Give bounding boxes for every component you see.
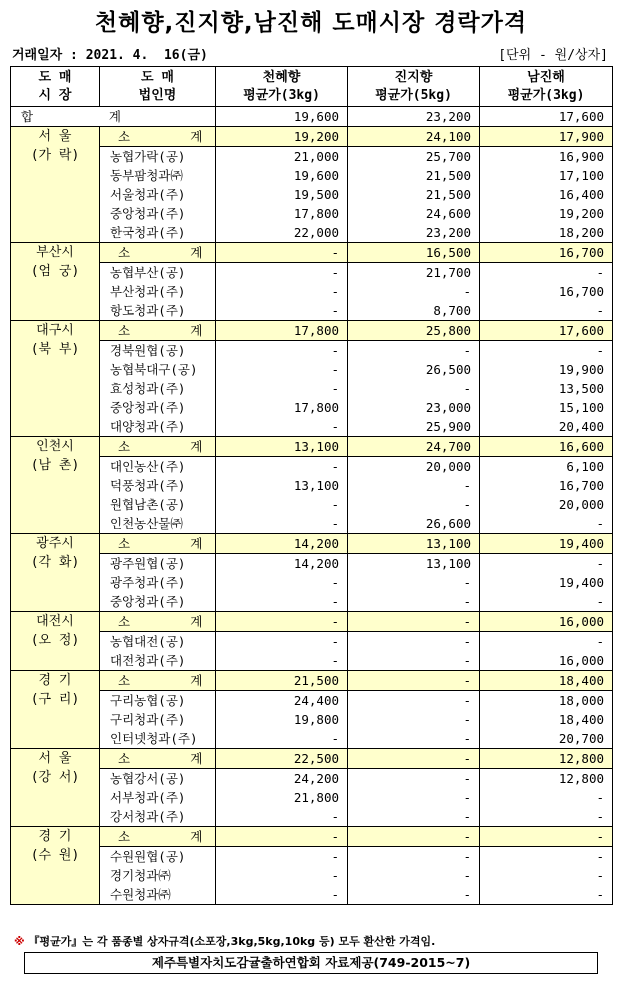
- namjinhae-price: -: [480, 885, 613, 905]
- corp-name: 대전청과(주): [100, 651, 216, 671]
- jinjihyang-price: -: [348, 592, 480, 612]
- corp-name: 구리청과(주): [100, 710, 216, 729]
- market-name: [11, 321, 100, 437]
- subtotal-row: [11, 671, 613, 691]
- cheonhyehyang-price: -: [216, 417, 348, 437]
- table-row: [11, 807, 613, 827]
- jinjihyang-price: -: [348, 729, 480, 749]
- jinjihyang-price: -: [348, 788, 480, 807]
- namjinhae-price: 15,100: [480, 398, 613, 417]
- market-city: 서 울: [38, 751, 72, 766]
- namjinhae-price: 6,100: [480, 457, 613, 477]
- corp-name: 농협강서(공): [100, 769, 216, 789]
- namjinhae-price: 18,400: [480, 671, 613, 691]
- jinjihyang-price: 26,500: [348, 360, 480, 379]
- namjinhae-price: -: [480, 788, 613, 807]
- jinjihyang-price: 24,700: [348, 437, 480, 457]
- table-row: [11, 729, 613, 749]
- market-city: 부산시: [36, 245, 74, 260]
- namjinhae-price: 19,400: [480, 573, 613, 592]
- table-row: [11, 514, 613, 534]
- corp-name: 중앙청과(주): [100, 592, 216, 612]
- header-corp: 도 매 법인명: [100, 67, 216, 107]
- jinjihyang-price: -: [348, 612, 480, 632]
- corp-name: 중앙청과(주): [100, 204, 216, 223]
- jinjihyang-price: -: [348, 476, 480, 495]
- table-row: [11, 691, 613, 711]
- subtotal-label: 소 계: [100, 749, 216, 769]
- namjinhae-price: 17,100: [480, 166, 613, 185]
- cheonhyehyang-price: -: [216, 612, 348, 632]
- corp-name: 경기청과㈜: [100, 866, 216, 885]
- table-row: [11, 185, 613, 204]
- corp-name: 부산청과(주): [100, 282, 216, 301]
- cheonhyehyang-price: 21,500: [216, 671, 348, 691]
- market-district: (남 촌): [30, 458, 80, 473]
- cheonhyehyang-price: -: [216, 885, 348, 905]
- namjinhae-price: 17,900: [480, 127, 613, 147]
- header-market: 도 매 시 장: [11, 67, 100, 107]
- market-name: [11, 437, 100, 534]
- subtotal-label: 소 계: [100, 127, 216, 147]
- market-district: (구 리): [30, 692, 80, 707]
- table-row: [11, 769, 613, 789]
- jinjihyang-price: -: [348, 651, 480, 671]
- jinjihyang-price: -: [348, 282, 480, 301]
- table-row: [11, 788, 613, 807]
- table-row: [11, 632, 613, 652]
- table-row: [11, 866, 613, 885]
- table-row: [11, 573, 613, 592]
- corp-name: 서부청과(주): [100, 788, 216, 807]
- table-row: [11, 263, 613, 283]
- page-title: 천혜향,진지향,남진해 도매시장 경락가격: [94, 10, 528, 36]
- cheonhyehyang-price: 19,500: [216, 185, 348, 204]
- cheonhyehyang-price: 13,100: [216, 476, 348, 495]
- header-row: [11, 67, 613, 107]
- jinjihyang-price: -: [348, 671, 480, 691]
- corp-name: 광주청과(주): [100, 573, 216, 592]
- jinjihyang-price: 21,500: [348, 185, 480, 204]
- total-row: [11, 107, 613, 127]
- total-cheonhyehyang: 19,600: [216, 107, 348, 127]
- total-jinjihyang: 23,200: [348, 107, 480, 127]
- unit-label: [단위 - 원/상자]: [498, 48, 608, 63]
- corp-name: 덕풍청과(주): [100, 476, 216, 495]
- subtotal-label: 소 계: [100, 243, 216, 263]
- namjinhae-price: -: [480, 592, 613, 612]
- subtotal-row: [11, 321, 613, 341]
- table-row: [11, 379, 613, 398]
- total-label: 합 계: [11, 107, 216, 127]
- market-city: 대전시: [36, 614, 74, 629]
- cheonhyehyang-price: 22,000: [216, 223, 348, 243]
- namjinhae-price: -: [480, 341, 613, 361]
- cheonhyehyang-price: -: [216, 592, 348, 612]
- namjinhae-price: 13,500: [480, 379, 613, 398]
- corp-name: 중앙청과(주): [100, 398, 216, 417]
- table-row: [11, 204, 613, 223]
- jinjihyang-price: -: [348, 866, 480, 885]
- header-cheonhyehyang: 천혜향 평균가(3kg): [216, 67, 348, 107]
- table-row: [11, 710, 613, 729]
- jinjihyang-price: 25,800: [348, 321, 480, 341]
- market-name: [11, 749, 100, 827]
- cheonhyehyang-price: -: [216, 827, 348, 847]
- subtotal-row: [11, 243, 613, 263]
- market-city: 경 기: [38, 829, 72, 844]
- namjinhae-price: -: [480, 554, 613, 574]
- corp-name: 원협남촌(공): [100, 495, 216, 514]
- subtotal-row: [11, 827, 613, 847]
- jinjihyang-price: -: [348, 769, 480, 789]
- cheonhyehyang-price: -: [216, 282, 348, 301]
- namjinhae-price: 19,900: [480, 360, 613, 379]
- corp-name: 수원청과㈜: [100, 885, 216, 905]
- jinjihyang-price: -: [348, 885, 480, 905]
- cheonhyehyang-price: -: [216, 573, 348, 592]
- namjinhae-price: -: [480, 807, 613, 827]
- table-row: [11, 223, 613, 243]
- table-row: [11, 360, 613, 379]
- table-row: [11, 476, 613, 495]
- corp-name: 인천농산물㈜: [100, 514, 216, 534]
- jinjihyang-price: -: [348, 710, 480, 729]
- corp-name: 서울청과(주): [100, 185, 216, 204]
- corp-name: 농협북대구(공): [100, 360, 216, 379]
- corp-name: 한국청과(주): [100, 223, 216, 243]
- corp-name: 대인농산(주): [100, 457, 216, 477]
- jinjihyang-price: -: [348, 573, 480, 592]
- subtotal-row: [11, 612, 613, 632]
- namjinhae-price: 17,600: [480, 321, 613, 341]
- jinjihyang-price: 26,600: [348, 514, 480, 534]
- cheonhyehyang-price: 13,100: [216, 437, 348, 457]
- market-district: (엄 궁): [30, 264, 80, 279]
- cheonhyehyang-price: 21,000: [216, 147, 348, 167]
- jinjihyang-price: 25,700: [348, 147, 480, 167]
- corp-name: 광주원협(공): [100, 554, 216, 574]
- jinjihyang-price: 20,000: [348, 457, 480, 477]
- namjinhae-price: 18,000: [480, 691, 613, 711]
- cheonhyehyang-price: 17,800: [216, 398, 348, 417]
- price-table: [10, 66, 613, 905]
- market-district: (각 화): [30, 555, 80, 570]
- corp-name: 대양청과(주): [100, 417, 216, 437]
- jinjihyang-price: -: [348, 495, 480, 514]
- subtotal-label: 소 계: [100, 321, 216, 341]
- corp-name: 항도청과(주): [100, 301, 216, 321]
- cheonhyehyang-price: -: [216, 379, 348, 398]
- table-row: [11, 554, 613, 574]
- namjinhae-price: -: [480, 514, 613, 534]
- market-city: 서 울: [38, 129, 72, 144]
- table-row: [11, 651, 613, 671]
- jinjihyang-price: -: [348, 341, 480, 361]
- table-row: [11, 166, 613, 185]
- namjinhae-price: -: [480, 847, 613, 867]
- jinjihyang-price: -: [348, 749, 480, 769]
- market-city: 경 기: [38, 673, 72, 688]
- namjinhae-price: 16,700: [480, 243, 613, 263]
- cheonhyehyang-price: -: [216, 360, 348, 379]
- subtotal-row: [11, 534, 613, 554]
- corp-name: 농협대전(공): [100, 632, 216, 652]
- cheonhyehyang-price: -: [216, 243, 348, 263]
- namjinhae-price: 16,700: [480, 476, 613, 495]
- trade-date: 거래일자 : 2021. 4. 16(금): [12, 48, 208, 63]
- namjinhae-price: 16,000: [480, 651, 613, 671]
- corp-name: 농협가락(공): [100, 147, 216, 167]
- cheonhyehyang-price: -: [216, 866, 348, 885]
- jinjihyang-price: -: [348, 807, 480, 827]
- market-name: [11, 827, 100, 905]
- corp-name: 동부팜청과㈜: [100, 166, 216, 185]
- cheonhyehyang-price: -: [216, 847, 348, 867]
- namjinhae-price: 16,700: [480, 282, 613, 301]
- source-box: 제주특별자치도감귤출하연합회 자료제공(749-2015~7): [24, 952, 598, 974]
- table-row: [11, 301, 613, 321]
- jinjihyang-price: -: [348, 632, 480, 652]
- corp-name: 농협부산(공): [100, 263, 216, 283]
- market-city: 광주시: [36, 536, 74, 551]
- jinjihyang-price: -: [348, 827, 480, 847]
- market-district: (북 부): [30, 342, 80, 357]
- footnote: [14, 933, 435, 949]
- subtotal-label: 소 계: [100, 671, 216, 691]
- namjinhae-price: 16,000: [480, 612, 613, 632]
- namjinhae-price: 12,800: [480, 749, 613, 769]
- table-row: [11, 885, 613, 905]
- cheonhyehyang-price: -: [216, 632, 348, 652]
- corp-name: 효성청과(주): [100, 379, 216, 398]
- jinjihyang-price: -: [348, 379, 480, 398]
- market-name: [11, 612, 100, 671]
- market-district: (가 락): [30, 148, 80, 163]
- jinjihyang-price: 23,000: [348, 398, 480, 417]
- cheonhyehyang-price: -: [216, 263, 348, 283]
- cheonhyehyang-price: -: [216, 807, 348, 827]
- namjinhae-price: 16,600: [480, 437, 613, 457]
- cheonhyehyang-price: 19,600: [216, 166, 348, 185]
- table-row: [11, 495, 613, 514]
- cheonhyehyang-price: -: [216, 301, 348, 321]
- namjinhae-price: 20,700: [480, 729, 613, 749]
- cheonhyehyang-price: -: [216, 495, 348, 514]
- table-row: [11, 282, 613, 301]
- note-mark: ※: [14, 935, 25, 948]
- table-row: [11, 147, 613, 167]
- cheonhyehyang-price: 21,800: [216, 788, 348, 807]
- subtotal-row: [11, 127, 613, 147]
- jinjihyang-price: 21,700: [348, 263, 480, 283]
- jinjihyang-price: 21,500: [348, 166, 480, 185]
- jinjihyang-price: -: [348, 847, 480, 867]
- jinjihyang-price: 16,500: [348, 243, 480, 263]
- jinjihyang-price: 8,700: [348, 301, 480, 321]
- header-jinjihyang: 진지향 평균가(5kg): [348, 67, 480, 107]
- table-row: [11, 592, 613, 612]
- cheonhyehyang-price: -: [216, 514, 348, 534]
- jinjihyang-price: -: [348, 691, 480, 711]
- namjinhae-price: -: [480, 632, 613, 652]
- market-name: [11, 534, 100, 612]
- jinjihyang-price: 13,100: [348, 534, 480, 554]
- namjinhae-price: 20,400: [480, 417, 613, 437]
- namjinhae-price: 16,900: [480, 147, 613, 167]
- subtotal-label: 소 계: [100, 437, 216, 457]
- cheonhyehyang-price: 14,200: [216, 554, 348, 574]
- namjinhae-price: 16,400: [480, 185, 613, 204]
- cheonhyehyang-price: 14,200: [216, 534, 348, 554]
- cheonhyehyang-price: 24,200: [216, 769, 348, 789]
- jinjihyang-price: 24,600: [348, 204, 480, 223]
- namjinhae-price: 19,400: [480, 534, 613, 554]
- corp-name: 강서청과(주): [100, 807, 216, 827]
- namjinhae-price: -: [480, 827, 613, 847]
- namjinhae-price: -: [480, 301, 613, 321]
- cheonhyehyang-price: 17,800: [216, 204, 348, 223]
- cheonhyehyang-price: 17,800: [216, 321, 348, 341]
- cheonhyehyang-price: 24,400: [216, 691, 348, 711]
- subtotal-row: [11, 749, 613, 769]
- cheonhyehyang-price: 19,800: [216, 710, 348, 729]
- table-row: [11, 341, 613, 361]
- note-text: 『평균가』는 각 품종별 상자규격(소포장,3kg,5kg,10kg 등) 모두 환산한 가격임.: [24, 935, 436, 948]
- subtotal-row: [11, 437, 613, 457]
- namjinhae-price: -: [480, 866, 613, 885]
- jinjihyang-price: 24,100: [348, 127, 480, 147]
- namjinhae-price: 18,400: [480, 710, 613, 729]
- table-row: [11, 457, 613, 477]
- jinjihyang-price: 25,900: [348, 417, 480, 437]
- cheonhyehyang-price: -: [216, 729, 348, 749]
- cheonhyehyang-price: 19,200: [216, 127, 348, 147]
- jinjihyang-price: 23,200: [348, 223, 480, 243]
- corp-name: 수원원협(공): [100, 847, 216, 867]
- table-row: [11, 417, 613, 437]
- subtotal-label: 소 계: [100, 612, 216, 632]
- market-city: 인천시: [36, 439, 74, 454]
- cheonhyehyang-price: -: [216, 341, 348, 361]
- namjinhae-price: -: [480, 263, 613, 283]
- namjinhae-price: 19,200: [480, 204, 613, 223]
- cheonhyehyang-price: 22,500: [216, 749, 348, 769]
- market-name: [11, 127, 100, 243]
- subtotal-label: 소 계: [100, 827, 216, 847]
- corp-name: 인터넷청과(주): [100, 729, 216, 749]
- jinjihyang-price: 13,100: [348, 554, 480, 574]
- corp-name: 경북원협(공): [100, 341, 216, 361]
- cheonhyehyang-price: -: [216, 457, 348, 477]
- namjinhae-price: 20,000: [480, 495, 613, 514]
- header-namjinhae: 남진해 평균가(3kg): [480, 67, 613, 107]
- market-city: 대구시: [36, 323, 74, 338]
- market-district: (강 서): [30, 770, 80, 785]
- market-district: (오 정): [30, 633, 80, 648]
- total-namjinhae: 17,600: [480, 107, 613, 127]
- market-name: [11, 243, 100, 321]
- market-district: (수 원): [30, 848, 80, 863]
- namjinhae-price: 12,800: [480, 769, 613, 789]
- cheonhyehyang-price: -: [216, 651, 348, 671]
- market-name: [11, 671, 100, 749]
- table-row: [11, 398, 613, 417]
- table-row: [11, 847, 613, 867]
- subtotal-label: 소 계: [100, 534, 216, 554]
- corp-name: 구리농협(공): [100, 691, 216, 711]
- namjinhae-price: 18,200: [480, 223, 613, 243]
